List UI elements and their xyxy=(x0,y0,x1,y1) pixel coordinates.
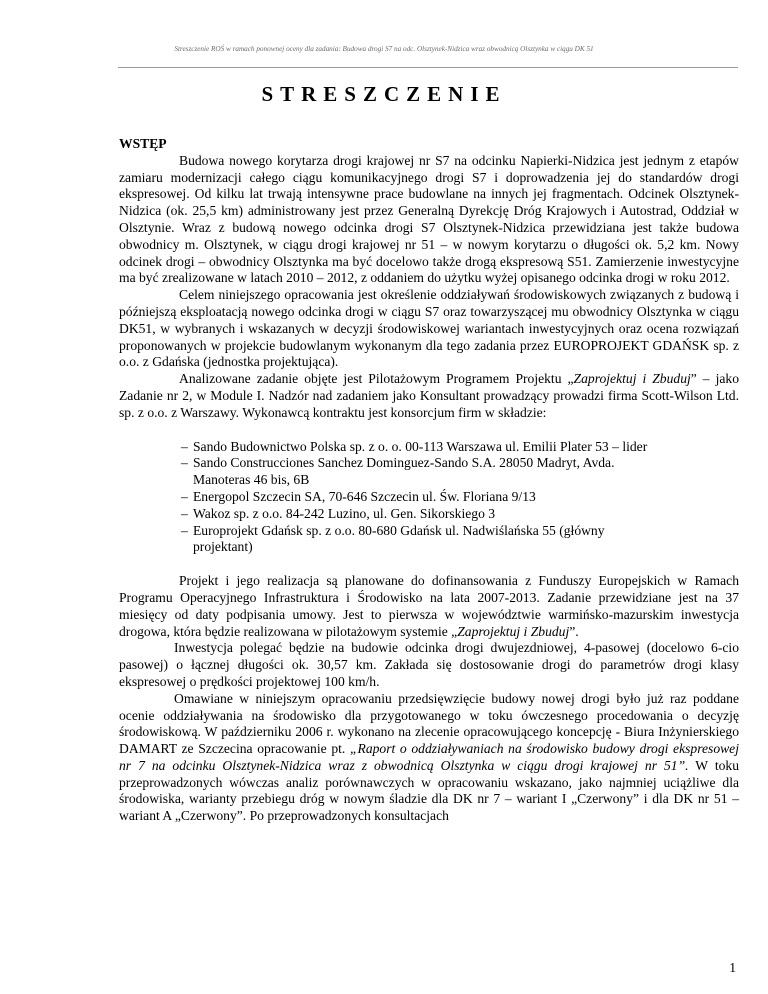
running-header: Streszczenie ROŚ w ramach ponownej oceny dla zadania: Budowa drogi S7 na odc. Olsztynek-Nidzica wraz obwodnicą Olsztynka w ciągu DK 51 xyxy=(174,45,594,53)
list-item-text: Sando Budownictwo Polska sp. z o. o. 00-113 Warszawa ul. Emilii Plater 53 – lider xyxy=(193,438,648,454)
previous-assessment-text-a: Omawiane w niniejszym opracowaniu przedsięwzięcie budowy nowej drogi było już raz poddane ocenie oddziaływania na środowisko dla przygotowanego w toku ówczesnego procedowania o decyzję środowiskową. W październiku 2006 r. wykonano na zlecenie opracowującego koncepcję - Biura Inżynierskiego DAMART ze Szczecina opracowanie pt. xyxy=(119,690,739,757)
list-item xyxy=(181,523,739,557)
intro-paragraph-1: Budowa nowego korytarza drogi krajowej nr S7 na odcinku Napierki-Nidzica jest jednym z etapów zamiaru modernizacji całego ciągu komunikacyjnego drogi S7 i doprowadzenia jej do standardów drogi ekspresowej. Od kilku lat trwają intensywne prace budowlane na innych jej fragmentach. Odcinek Olsztynek-Nidzica (ok. 25,5 km) administrowany jest przez Generalną Dyrekcję Dróg Krajowych i Autostrad, Oddział w Olsztynie. Wraz z budową nowego odcinka drogi S7 Olsztynek-Nidzica przewidziana jest także budowa obwodnicy m. Olsztynek, w ciągu drogi krajowej nr 51 – w nowym korytarzu o długości ok. 5,2 km. Nowy odcinek drogi – obwodnicy Olsztynka ma być docelowo także drogą ekspresową S51. Zamierzenie inwestycyjne ma być zrealizowane w latach 2010 – 2012, z oddaniem do użytku wyżej opisanego odcinka drogi w roku 2012. xyxy=(119,152,739,286)
list-item-text: Wakoz sp. z o.o. 84-242 Luzino, ul. Gen. Sikorskiego 3 xyxy=(193,505,496,521)
section-heading-wstep: WSTĘP xyxy=(119,136,167,151)
intro-paragraph-3 xyxy=(119,371,739,421)
document-body xyxy=(119,136,739,825)
funding-paragraph-text-b: ”. xyxy=(569,623,579,639)
dash-bullet: – xyxy=(181,505,188,521)
list-item xyxy=(181,439,739,456)
previous-assessment-paragraph xyxy=(119,691,739,825)
header-divider xyxy=(118,67,738,68)
intro-paragraph-2: Celem niniejszego opracowania jest określenie oddziaływań środowiskowych związanych z budową i późniejszą eksploatacją nowego odcinka drogi w ciągu S7 oraz towarzyszącej mu obwodnicy Olsztynka w ciągu DK51, w wybranych i wskazanych w decyzji środowiskowej wariantach inwestycyjnych oraz ocena rozwiązań proponowanych w projekcie budowlanym wykonanym dla tego zadania przez EUROPROJEKT GDAŃSK sp. z o.o. z Gdańska (jednostka projektująca). xyxy=(119,287,739,370)
funding-paragraph-italic: Zaprojektuj i Zbuduj xyxy=(457,623,570,639)
list-item xyxy=(181,455,739,489)
list-item-continuation: projektant) xyxy=(193,539,253,555)
list-item-continuation: Manoteras 46 bis, 6B xyxy=(193,472,310,488)
list-item-text: Energopol Szczecin SA, 70-646 Szczecin ul. Św. Floriana 9/13 xyxy=(193,488,536,504)
investment-paragraph: Inwestycja polegać będzie na budowie odcinka drogi dwujezdniowej, 4-pasowej (docelowo 6-cio pasowej) o łącznej długości ok. 30,57 km. Zakłada się dostosowanie drogi do parametrów drogi klasy ekspresowej o prędkości projektowej 100 km/h. xyxy=(119,640,739,689)
previous-assessment-text-b: W toku przeprowadzonych wówczas analiz porównawczych w opracowaniu wskazano, jako najmniej uciążliwe dla środowiska, warianty przebiegu dróg w nowym śladzie dla DK nr 7 – wariant I „Czerwony” i dla DK nr 51 – wariant A „Czerwony”. Po przeprowadzonych konsultacjach xyxy=(119,757,739,824)
list-item-text: Sando Construcciones Sanchez Dominguez-Sando S.A. 28050 Madryt, Avda. xyxy=(193,455,615,471)
funding-paragraph-text-a: Projekt i jego realizacja są planowane do dofinansowania z Funduszy Europejskich w Ramach Programu Operacyjnego Infrastruktura i Środowisko na lata 2007-2013. Zadanie przewidziane jest na 37 miesięcy od daty podpisania umowy. Jest to pierwsza w województwie warmińsko-mazurskim inwestycja drogowa, która będzie realizowana w pilotażowym systemie „ xyxy=(119,573,739,639)
funding-paragraph xyxy=(119,573,739,640)
consortium-list xyxy=(119,439,739,557)
intro-paragraph-3-text-b: ” – jako Zadanie nr 2, w Module I. Nadzór nad zadaniem jako Konsultant prowadzący prowadzi firma Scott-Wilson Ltd. sp. z o.o. z Warszawy. Wykonawcą kontraktu jest konsorcjum firm w składzie: xyxy=(119,371,740,420)
report-title-italic: „Raport o oddziaływaniach na środowisko budowy drogi ekspresowej nr 7 na odcinku Olsztynek-Nidzica wraz z obwodnicą Olsztynka w ciągu drogi krajowej nr 51”. xyxy=(119,741,739,773)
dash-bullet: – xyxy=(181,522,188,538)
dash-bullet: – xyxy=(181,455,188,471)
list-item-text: Europrojekt Gdańsk sp. z o.o. 80-680 Gdańsk ul. Nadwiślańska 55 (główny xyxy=(193,522,605,538)
list-item xyxy=(181,489,739,506)
list-item xyxy=(181,506,739,523)
dash-bullet: – xyxy=(181,488,188,504)
page-number: 1 xyxy=(729,960,736,975)
dash-bullet: – xyxy=(181,438,188,454)
document-title: STRESZCZENIE xyxy=(261,82,507,106)
intro-paragraph-3-italic: Zaprojektuj i Zbuduj xyxy=(573,371,691,387)
intro-paragraph-3-text-a: Analizowane zadanie objęte jest Pilotażowym Programem Projektu „ xyxy=(179,371,574,387)
